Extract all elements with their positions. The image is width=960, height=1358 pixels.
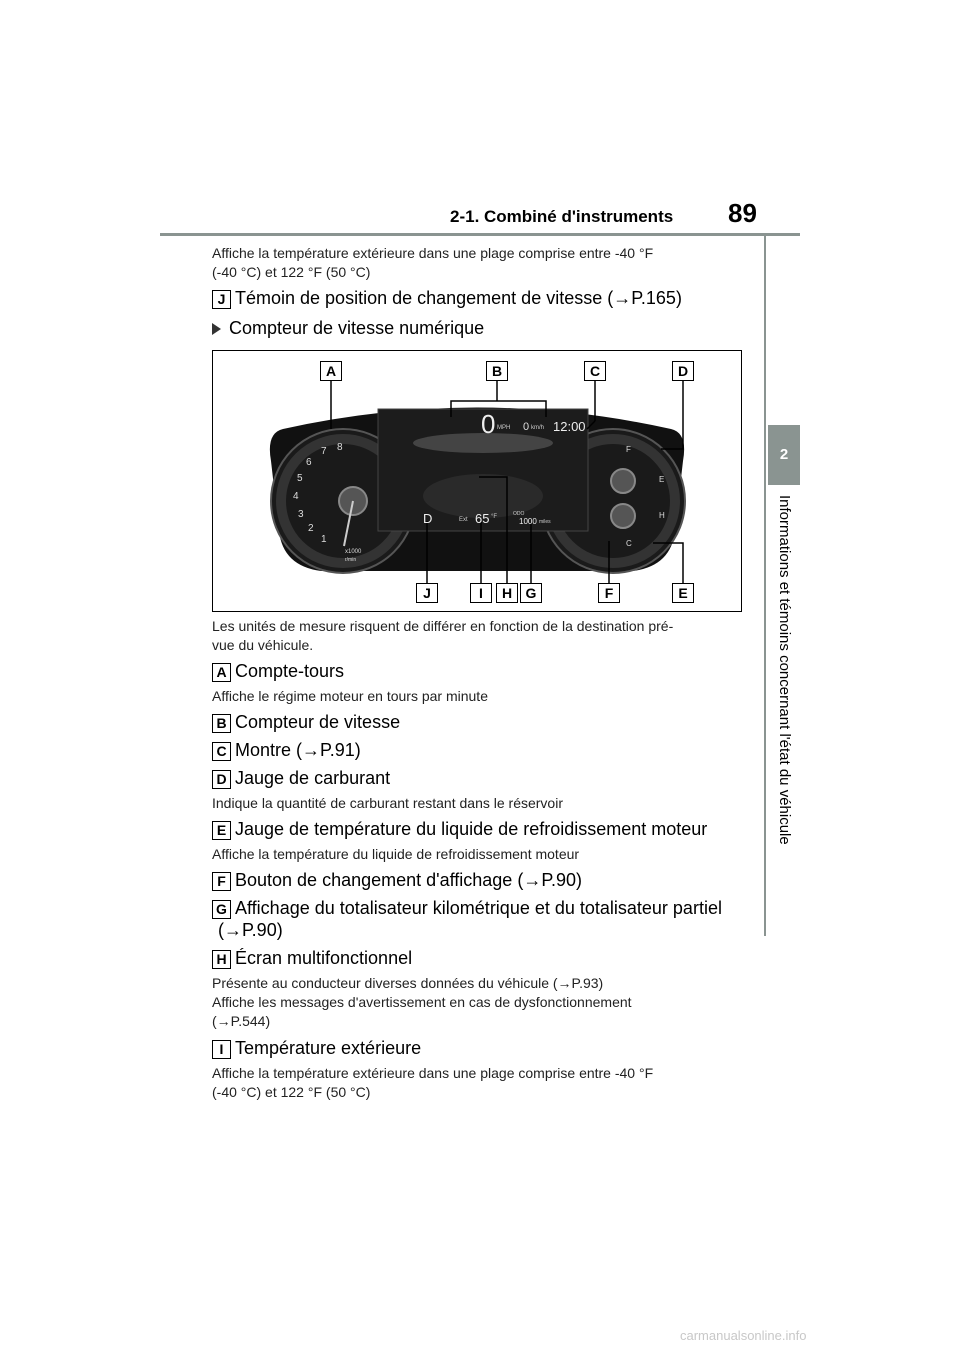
- label-i: I: [212, 1040, 231, 1059]
- tach-number-1: 1: [321, 534, 327, 545]
- instrument-cluster-figure: [212, 350, 742, 612]
- gear-indicator: D: [423, 511, 433, 526]
- callout-f: F: [598, 583, 620, 603]
- note-line-2: vue du véhicule.: [212, 637, 314, 653]
- side-tab-line: [764, 236, 766, 936]
- intro-line-2: (-40 °C) et 122 °F (50 °C): [212, 264, 371, 280]
- label-a: A: [212, 663, 231, 682]
- item-d-title: Jauge de carburant: [235, 768, 391, 788]
- item-e-desc: Affiche la température du liquide de refroidissement moteur: [212, 846, 580, 862]
- item-g-title: Affichage du totalisateur kilométrique et du totalisateur partiel: [235, 898, 722, 918]
- tach-number-6: 6: [306, 457, 312, 468]
- label-h: H: [212, 950, 231, 969]
- tach-unit-2: r/min: [345, 557, 357, 563]
- item-e-title: Jauge de température du liquide de refroidissement moteur: [235, 819, 708, 839]
- tach-number-2: 2: [308, 523, 314, 534]
- item-a-desc: Affiche le régime moteur en tours par minute: [212, 688, 488, 704]
- item-f-title: Bouton de changement d'affichage (→P.90): [235, 870, 583, 890]
- label-e: E: [212, 821, 231, 840]
- callout-i: I: [470, 583, 492, 603]
- callout-h: H: [496, 583, 518, 603]
- ext-unit: °F: [491, 514, 498, 520]
- item-i-desc-1: Affiche la température extérieure dans une plage comprise entre -40 °F: [212, 1065, 654, 1081]
- chapter-title: Informations et témoins concernant l'état du véhicule: [776, 495, 793, 845]
- callout-a: A: [320, 361, 342, 381]
- page-number: 89: [728, 198, 757, 228]
- unit-kmh: km/h: [531, 425, 545, 431]
- odo-value: 1000: [519, 517, 537, 526]
- chapter-tab[interactable]: 2: [768, 425, 800, 485]
- item-h-desc-1: Présente au conducteur diverses données du véhicule (→P.93): [212, 975, 604, 991]
- callout-b: B: [486, 361, 508, 381]
- label-b: B: [212, 714, 231, 733]
- header-rule: [160, 233, 800, 236]
- callout-d: D: [672, 361, 694, 381]
- odo-unit: miles: [539, 519, 551, 525]
- label-f: F: [212, 872, 231, 891]
- tach-number-5: 5: [297, 473, 303, 484]
- tach-number-7: 7: [321, 446, 327, 457]
- tach-unit: x1000: [345, 549, 362, 555]
- ext-temp: 65: [475, 511, 490, 526]
- item-c-title: Montre (→P.91): [235, 740, 361, 760]
- odo-label: ODO: [513, 511, 525, 517]
- triangle-bullet-icon: [212, 323, 221, 335]
- label-c: C: [212, 742, 231, 761]
- tach-number-3: 3: [298, 509, 304, 520]
- item-d-desc: Indique la quantité de carburant restant dans le réservoir: [212, 795, 563, 811]
- item-b-title: Compteur de vitesse: [235, 712, 401, 732]
- section-title: [212, 318, 484, 339]
- callout-c: C: [584, 361, 606, 381]
- item-i-desc-2: (-40 °C) et 122 °F (50 °C): [212, 1084, 371, 1100]
- item-i-title: Température extérieure: [235, 1038, 422, 1058]
- intro-line-1: Affiche la température extérieure dans une plage comprise entre -40 °F: [212, 245, 654, 261]
- speed-mph: 0: [481, 409, 496, 439]
- label-g: G: [212, 900, 231, 919]
- tach-number-8: 8: [337, 442, 343, 453]
- item-g-title-2: (→P.90): [218, 920, 283, 940]
- item-h-desc-3: (→P.544): [212, 1013, 271, 1029]
- temp-cold-label: C: [626, 539, 632, 548]
- ext-label: Ext: [459, 517, 468, 523]
- item-h-title: Écran multifonctionnel: [235, 948, 413, 968]
- temp-hot-label: H: [659, 511, 665, 520]
- fuel-empty-label: E: [659, 475, 665, 484]
- section-title-text: Compteur de vitesse numérique: [229, 318, 485, 338]
- unit-mph: MPH: [497, 425, 511, 431]
- callout-j: J: [416, 583, 438, 603]
- tach-number-4: 4: [293, 491, 299, 502]
- fuel-full-label: F: [626, 445, 631, 454]
- label-j-top: J: [212, 290, 231, 309]
- callout-e: E: [672, 583, 694, 603]
- callout-g: G: [520, 583, 542, 603]
- speed-kmh: 0: [523, 421, 530, 433]
- item-h-desc-2: Affiche les messages d'avertissement en cas de dysfonctionnement: [212, 994, 632, 1010]
- label-d: D: [212, 770, 231, 789]
- item-a-title: Compte-tours: [235, 661, 345, 681]
- note-line-1: Les unités de mesure risquent de différer en fonction de la destination pré-: [212, 618, 674, 634]
- section-heading: 2-1. Combiné d'instruments: [450, 207, 674, 226]
- clock: 12:00: [553, 419, 586, 434]
- item-j-top-title: Témoin de position de changement de vitesse (→P.165): [235, 288, 682, 308]
- watermark: carmanualsonline.info: [680, 1328, 807, 1343]
